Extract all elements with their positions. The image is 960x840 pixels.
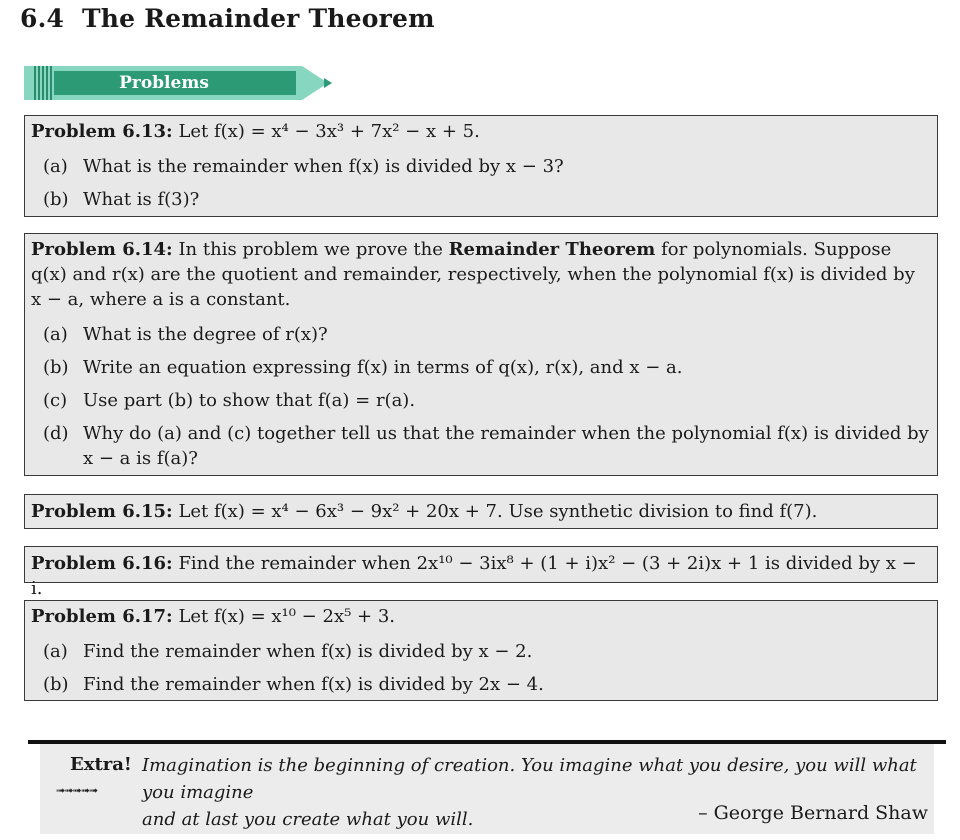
banner-label: Problems bbox=[119, 73, 209, 93]
problem-label: Problem 6.16: bbox=[31, 553, 173, 574]
part-text: What is f(3)? bbox=[83, 189, 200, 210]
part-text: What is the remainder when f(x) is divided by x − 3? bbox=[83, 156, 564, 177]
problem-box-6-15 bbox=[24, 494, 938, 529]
part-tag: (a) bbox=[43, 156, 68, 177]
quote-line-1: Imagination is the beginning of creation. You imagine what you desire, you will what you imagine bbox=[142, 755, 917, 803]
extra-box bbox=[40, 744, 934, 834]
problem-text: Let f(x) = x⁴ − 6x³ − 9x² + 20x + 7. Use synthetic division to find f(7). bbox=[178, 501, 818, 522]
banner-stripes bbox=[34, 66, 52, 100]
problems-banner bbox=[24, 66, 324, 100]
problem-part bbox=[25, 639, 937, 664]
problem-text: Let f(x) = x⁴ − 3x³ + 7x² − x + 5. bbox=[178, 121, 480, 142]
problem-label: Problem 6.13: bbox=[31, 121, 173, 142]
part-tag: (c) bbox=[43, 390, 68, 411]
problem-part bbox=[25, 187, 937, 212]
part-tag: (a) bbox=[43, 641, 68, 662]
theorem-name: Remainder Theorem bbox=[448, 239, 656, 260]
problem-box-6-13 bbox=[24, 115, 938, 217]
part-tag: (d) bbox=[43, 423, 69, 444]
part-text-continued: x − a is f(a)? bbox=[83, 448, 198, 469]
section-number: 6.4 bbox=[20, 4, 65, 33]
problem-part bbox=[25, 388, 937, 413]
problem-statement bbox=[25, 601, 937, 631]
part-text: What is the degree of r(x)? bbox=[83, 324, 328, 345]
part-tag: (b) bbox=[43, 674, 69, 695]
problem-box-6-17 bbox=[24, 600, 938, 701]
problem-box-6-16 bbox=[24, 546, 938, 599]
problem-box-6-14 bbox=[24, 233, 938, 476]
problem-part bbox=[25, 672, 937, 697]
part-text: Write an equation expressing f(x) in terms of q(x), r(x), and x − a. bbox=[83, 357, 683, 378]
problem-statement bbox=[25, 547, 937, 603]
problem-label: Problem 6.15: bbox=[31, 501, 173, 522]
problem-text: Let f(x) = x¹⁰ − 2x⁵ + 3. bbox=[178, 606, 396, 627]
arrows-icon: ➟➟➟➟➟ bbox=[56, 784, 98, 797]
problem-part bbox=[25, 322, 937, 347]
quote-author: – George Bernard Shaw bbox=[698, 802, 928, 824]
section-heading: The Remainder Theorem bbox=[82, 4, 435, 33]
part-tag: (b) bbox=[43, 189, 69, 210]
part-text: Find the remainder when f(x) is divided by 2x − 4. bbox=[83, 674, 544, 695]
problem-statement bbox=[25, 116, 937, 146]
part-text: Find the remainder when f(x) is divided by x − 2. bbox=[83, 641, 533, 662]
section-title bbox=[20, 4, 435, 33]
part-tag: (b) bbox=[43, 357, 69, 378]
problem-text-pre: In this problem we prove the bbox=[178, 239, 443, 260]
problem-statement bbox=[25, 495, 937, 526]
pencil-point-icon bbox=[324, 78, 332, 88]
problem-label: Problem 6.17: bbox=[31, 606, 173, 627]
problem-statement bbox=[25, 234, 937, 314]
problem-label: Problem 6.14: bbox=[31, 239, 173, 260]
part-tag: (a) bbox=[43, 324, 68, 345]
part-text: Why do (a) and (c) together tell us that the remainder when the polynomial f(x) is divided by bbox=[83, 423, 929, 444]
quote-line-2: and at last you create what you will. bbox=[142, 809, 474, 830]
problem-part bbox=[25, 154, 937, 179]
problem-part bbox=[25, 355, 937, 380]
problem-text: Find the remainder when 2x¹⁰ − 3ix⁸ + (1 + i)x² − (3 + 2i)x + 1 is divided by x − i. bbox=[31, 553, 917, 599]
part-text: Use part (b) to show that f(a) = r(a). bbox=[83, 390, 416, 411]
problem-text-post: for polynomials. Suppose q(x) and r(x) are the quotient and remainder, respectively, when the polynomial f(x) is divided by x − a, where a is a constant. bbox=[31, 239, 915, 310]
problem-part bbox=[25, 421, 937, 471]
extra-label: Extra! bbox=[70, 754, 132, 775]
